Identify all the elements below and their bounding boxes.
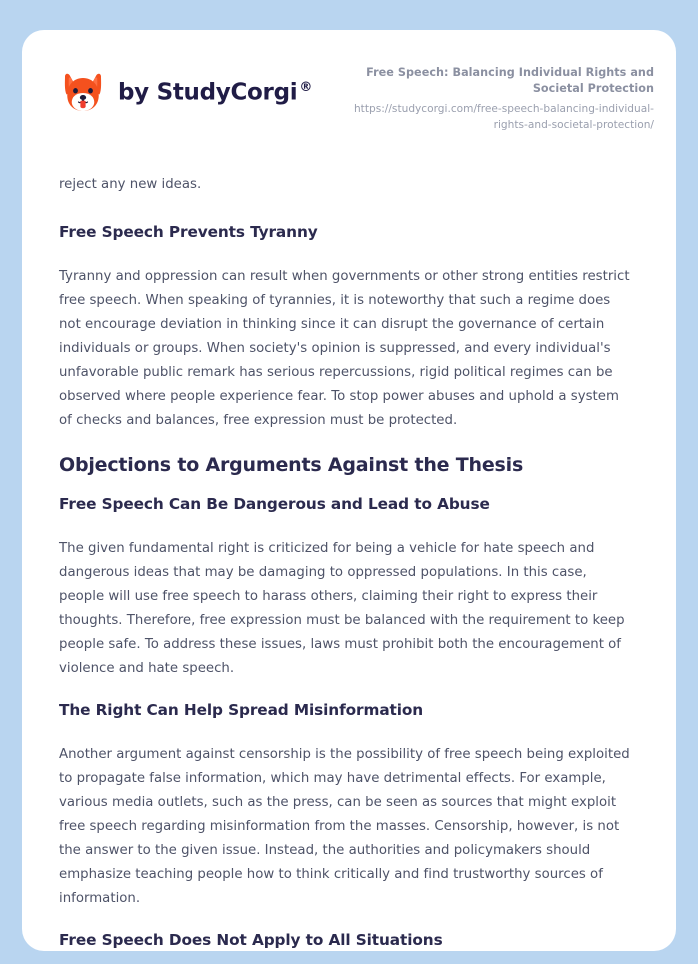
spacer bbox=[59, 197, 632, 223]
spacer bbox=[59, 911, 632, 931]
document-url[interactable]: https://studycorgi.com/free-speech-balancing-individual-rights-and-societal-protection/ bbox=[353, 103, 654, 131]
heading-objections: Objections to Arguments Against the Thesis bbox=[59, 454, 524, 477]
paragraph-tyranny: Tyranny and oppression can result when governments or other strong entities restrict free speech. When speaking of tyrannies, it is noteworthy that such a regime does not encourage deviation in thinking since it can disrupt the governance of certain individuals or groups. When society's opinion is suppressed, and every individual's unfavorable public remark has serious repercussions, rigid political regimes can be observed where people experience fear. To stop power abuses and uphold a system of checks and balances, free expression must be protected. bbox=[59, 269, 630, 429]
paragraph-continued: reject any new ideas. bbox=[59, 177, 202, 193]
heading-misinformation: The Right Can Help Spread Misinformation bbox=[59, 700, 424, 719]
spacer bbox=[59, 433, 632, 453]
document-page-card bbox=[22, 30, 676, 951]
document-meta bbox=[324, 61, 654, 133]
spacer bbox=[59, 243, 632, 265]
heading-not-all-situations: Free Speech Does Not Apply to All Situations bbox=[59, 930, 443, 949]
paragraph-dangerous: The given fundamental right is criticized for being a vehicle for hate speech and dangerous ideas that may be damaging to oppressed populations. In this case, people will use free speech to harass others, claiming their right to express their thoughts. Therefore, free expression must be balanced with the requirement to keep people safe. To address these issues, laws must prohibit both the encouragement of violence and hate speech. bbox=[59, 540, 625, 676]
document-header bbox=[22, 30, 676, 133]
paragraph-misinformation: Another argument against censorship is the possibility of free speech being exploited to propagate false information, which may have detrimental effects. For example, various media outlets, such as the press, can be seen as sources that might exploit free speech regarding misinformation from the masses. Censorship, however, is not the answer to the given issue. Instead, the authorities and policymakers should emphasize teaching people how to think critically and find trustworthy sources of information. bbox=[59, 746, 630, 906]
brand-lockup bbox=[59, 61, 312, 117]
document-title: Free Speech: Balancing Individual Rights and Societal Protection bbox=[366, 66, 654, 96]
spacer bbox=[59, 681, 632, 701]
registered-trademark-icon: ® bbox=[299, 80, 313, 96]
spacer bbox=[59, 721, 632, 743]
heading-free-speech-prevents-tyranny: Free Speech Prevents Tyranny bbox=[59, 223, 318, 242]
brand-name-text: by StudyCorgi bbox=[118, 79, 298, 106]
corgi-face-logo-icon bbox=[59, 69, 107, 117]
brand-name bbox=[118, 81, 312, 105]
heading-dangerous: Free Speech Can Be Dangerous and Lead to Abuse bbox=[59, 494, 490, 513]
spacer bbox=[59, 478, 632, 495]
article-body bbox=[22, 173, 676, 950]
spacer bbox=[59, 515, 632, 537]
